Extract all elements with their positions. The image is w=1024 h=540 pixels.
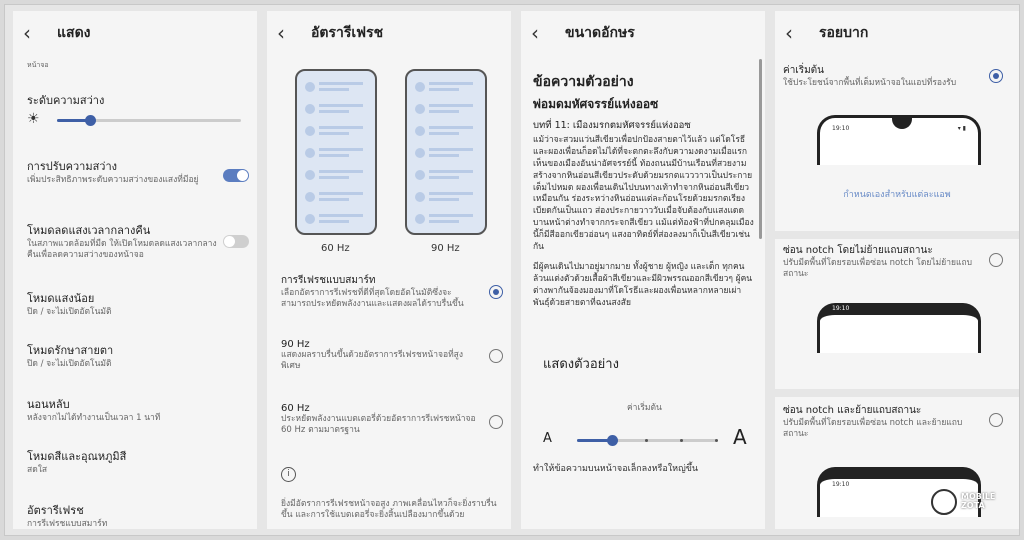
hint-text: ทำให้ข้อความบนหน้าจอเล็กลงหรือใหญ่ขึ้น	[533, 464, 699, 474]
header	[521, 11, 765, 55]
setting-sleep[interactable]	[27, 395, 237, 424]
radio-default[interactable]	[989, 69, 1003, 83]
page-title: ขนาดอักษร	[565, 25, 635, 41]
setting-subtitle: การรีเฟรชแบบสมาร์ท	[27, 519, 108, 529]
section-header: หน้าจอ	[27, 61, 49, 69]
radio-hide-notch[interactable]	[989, 253, 1003, 267]
radio-hide-notch-move-bar[interactable]	[989, 413, 1003, 427]
setting-subtitle: ปิด / จะไม่เปิดอัตโนมัติ	[27, 307, 112, 317]
header	[13, 11, 257, 55]
custom-per-app-link[interactable]: กำหนดเองสำหรับแต่ละแอพ	[843, 190, 951, 200]
sun-icon: ☀	[27, 111, 40, 127]
option-smart-refresh[interactable]	[281, 273, 477, 311]
preview-list-row	[305, 169, 367, 181]
divider	[775, 389, 1019, 397]
status-time: 19:10	[832, 305, 850, 312]
preview-list-row	[305, 103, 367, 115]
setting-title: อัตรารีเฟรช	[27, 504, 84, 517]
slider-tick	[715, 439, 718, 442]
preview-list-row	[305, 191, 367, 203]
radio-smart-refresh[interactable]	[489, 285, 503, 299]
status-time: 19:10	[832, 481, 850, 488]
font-size-panel	[521, 11, 765, 529]
setting-adaptive-brightness[interactable]	[27, 157, 217, 186]
option-subtitle: เลือกอัตราการรีเฟรชที่ดีที่สุดโดยอัตโนมัติซึ่งจะสามารถประหยัดพลังงานและแสดงผลได้ราบรื่นขึ้น	[281, 288, 464, 310]
setting-subtitle: หลังจากไม่ได้ทำงานเป็นเวลา 1 นาที	[27, 413, 161, 423]
screenshot-frame	[4, 4, 1020, 536]
option-subtitle: ใช้ประโยชน์จากพื้นที่เต็มหน้าจอในแอปที่รองรับ	[783, 78, 957, 88]
slider-tick	[645, 439, 648, 442]
option-title: การรีเฟรชแบบสมาร์ท	[281, 275, 376, 286]
sample-subheading: พ่อมดมหัศจรรย์แห่งออซ	[533, 97, 659, 111]
brightness-label: ระดับความสว่าง	[27, 94, 105, 107]
phone-preview-90hz	[405, 69, 487, 235]
header	[267, 11, 511, 55]
label-90hz: 90 Hz	[431, 243, 460, 254]
setting-title: โหมดสีและอุณหภูมิสี	[27, 450, 127, 463]
setting-low-light[interactable]	[27, 289, 237, 318]
setting-title: การปรับความสว่าง	[27, 160, 118, 173]
default-size-label: ค่าเริ่มต้น	[627, 403, 662, 413]
sample-paragraph-2: มีผู้คนเดินไปมาอยู่มากมาย ทั้งผู้ชาย ผู้หญิง และเด็ก ทุกคนล้วนแต่งตัวด้วยเสื้อผ้าสีเขียวและมีผิวพรรณออกสีเขียวๆ ผู้คนต่างพากันจ้องมองมาที่โดโรธีและผองเพื่อนหลากหลายเผ่าพันธุ์ด้วยสายตาที่ฉงนสงสัย	[533, 261, 753, 308]
sample-text-area	[533, 71, 755, 341]
info-icon: i	[281, 467, 296, 482]
slider-tick	[680, 439, 683, 442]
option-title: 60 Hz	[281, 403, 310, 414]
radio-90hz[interactable]	[489, 349, 503, 363]
brightness-thumb[interactable]	[85, 115, 96, 126]
setting-title: โหมดรักษาสายตา	[27, 344, 114, 357]
status-icons: ▾ ▮	[957, 125, 966, 132]
setting-color-mode[interactable]	[27, 447, 237, 476]
option-title: 90 Hz	[281, 339, 310, 350]
option-subtitle: ปรับมีดพื้นที่โดยรอบเพื่อซ่อน notch และย้ายแถบสถานะ	[783, 418, 963, 440]
display-settings-panel	[13, 11, 257, 529]
radio-60hz[interactable]	[489, 415, 503, 429]
setting-title: นอนหลับ	[27, 398, 70, 411]
preview-title: แสดงตัวอย่าง	[543, 357, 619, 372]
watermark-logo	[931, 489, 957, 515]
info-text: ยิ่งมีอัตราการรีเฟรชหน้าจอสูง ภาพเคลื่อนไหวก็จะยิ่งราบรื่นขึ้น และการใช้แบตเตอรี่จะยิ่งสิ้นเปลืองมากขึ้นด้วย	[281, 499, 497, 521]
option-subtitle: แสดงผลราบรื่นขึ้นด้วยอัตราการรีเฟรชหน้าจอที่สูงพิเศษ	[281, 350, 464, 372]
option-default[interactable]	[783, 63, 983, 89]
setting-subtitle: ปิด / จะไม่เปิดอัตโนมัติ	[27, 359, 112, 369]
preview-list-row	[305, 125, 367, 137]
preview-list-row	[415, 81, 477, 93]
notch-preview-hidden	[817, 303, 981, 353]
preview-list-row	[415, 191, 477, 203]
notch-preview-default	[817, 115, 981, 165]
option-90hz[interactable]	[281, 339, 477, 373]
preview-list-row	[415, 213, 477, 225]
phone-preview-60hz	[295, 69, 377, 235]
option-title: ค่าเริ่มต้น	[783, 65, 825, 76]
night-dim-toggle[interactable]	[223, 235, 249, 248]
page-title: แสดง	[57, 25, 91, 41]
option-subtitle: ปรับมีดพื้นที่โดยรอบเพื่อซ่อน notch โดยไม่ย้ายแถบสถานะ	[783, 258, 973, 280]
option-hide-notch-move-bar[interactable]	[783, 403, 983, 441]
sample-paragraph-1: แม้ว่าจะสวมแว่นสีเขียวเพื่อปกป้องสายตาไว้แล้ว แต่โดโรธีและผองเพื่อนก็อดไม่ได้ที่จะตกตะลึงกับความงดงามเมื่อแรกเห็นของเมืองอันน่าอัศจรรย์นี้ ท้องถนนมีบ้านเรือนที่สวยงามสร้างจากหินอ่อนสีเขียวประดับด้วยมรกตแวววาวเป็นประกายเต็มไปหมด ผองเพื่อนเดินไปบนทางเท้าทำจากหินอ่อนสีเขียวเหมือนกัน ร่องระหว่างหินอ่อนแต่ละก้อนโรยด้วยมรกตเรียงเบียดกันเป็นแถว ส่องประกายวาววับเมื่อจับต้องกับแสงแดด บานหน้าต่างทำจากกระจกสีเขียว แม้แต่ท้องฟ้าที่ปกคลุมเมืองนี้ก็มีสีออกเขียวอ่อนๆ แสงอาทิตย์ที่ส่องลงมาก็เป็นสีเขียวเช่นกัน	[533, 135, 754, 253]
preview-list-row	[415, 169, 477, 181]
notch-panel	[775, 11, 1019, 529]
setting-subtitle: ในสภาพแวดล้อมที่มืด ให้เปิดโหมดลดแสงเวลากลางคืนเพื่อลดความสว่างของหน้าจอ	[27, 239, 217, 261]
page-title: อัตรารีเฟรช	[311, 25, 384, 41]
setting-eye-comfort[interactable]	[27, 341, 237, 370]
preview-list-row	[415, 125, 477, 137]
page-title: รอยบาก	[819, 25, 869, 41]
preview-list-row	[415, 103, 477, 115]
back-arrow-icon[interactable]: ‹	[785, 21, 793, 45]
notch	[892, 118, 912, 129]
option-60hz[interactable]	[281, 403, 477, 437]
back-arrow-icon[interactable]: ‹	[277, 21, 285, 45]
preview-list-row	[305, 147, 367, 159]
adaptive-brightness-toggle[interactable]	[223, 169, 249, 182]
setting-refresh-rate[interactable]	[27, 501, 237, 529]
option-hide-notch[interactable]	[783, 243, 983, 281]
header	[775, 11, 1019, 55]
setting-subtitle: สดใส	[27, 465, 48, 475]
refresh-rate-panel	[267, 11, 511, 529]
watermark-text: MOBILE ZOTA	[961, 492, 996, 510]
setting-title: โหมดแสงน้อย	[27, 292, 95, 305]
large-a-icon: A	[733, 425, 747, 449]
back-arrow-icon[interactable]: ‹	[23, 21, 31, 45]
preview-list-row	[415, 147, 477, 159]
font-size-thumb[interactable]	[607, 435, 618, 446]
small-a-icon: A	[543, 431, 552, 446]
divider	[775, 231, 1019, 239]
notch-preview-moved-bar	[817, 467, 981, 517]
sample-heading: ข้อความตัวอย่าง	[533, 74, 634, 90]
option-title: ซ่อน notch และย้ายแถบสถานะ	[783, 405, 922, 416]
setting-night-dim[interactable]	[27, 221, 217, 262]
status-time: 19:10	[832, 125, 850, 132]
option-subtitle: ประหยัดพลังงานแบตเตอรี่ด้วยอัตราการรีเฟรชหน้าจอ 60 Hz ตามมาตรฐาน	[281, 414, 476, 436]
setting-title: โหมดลดแสงเวลากลางคืน	[27, 224, 151, 237]
setting-subtitle: เพิ่มประสิทธิภาพระดับความสว่างของแสงที่มีอยู่	[27, 175, 199, 185]
scrollbar[interactable]	[759, 59, 762, 239]
label-60hz: 60 Hz	[321, 243, 350, 254]
sample-chapter: บทที่ 11: เมืองมรกตมหัศจรรย์แห่งออซ	[533, 120, 691, 131]
preview-list-row	[305, 81, 367, 93]
back-arrow-icon[interactable]: ‹	[531, 21, 539, 45]
preview-list-row	[305, 213, 367, 225]
option-title: ซ่อน notch โดยไม่ย้ายแถบสถานะ	[783, 245, 933, 256]
